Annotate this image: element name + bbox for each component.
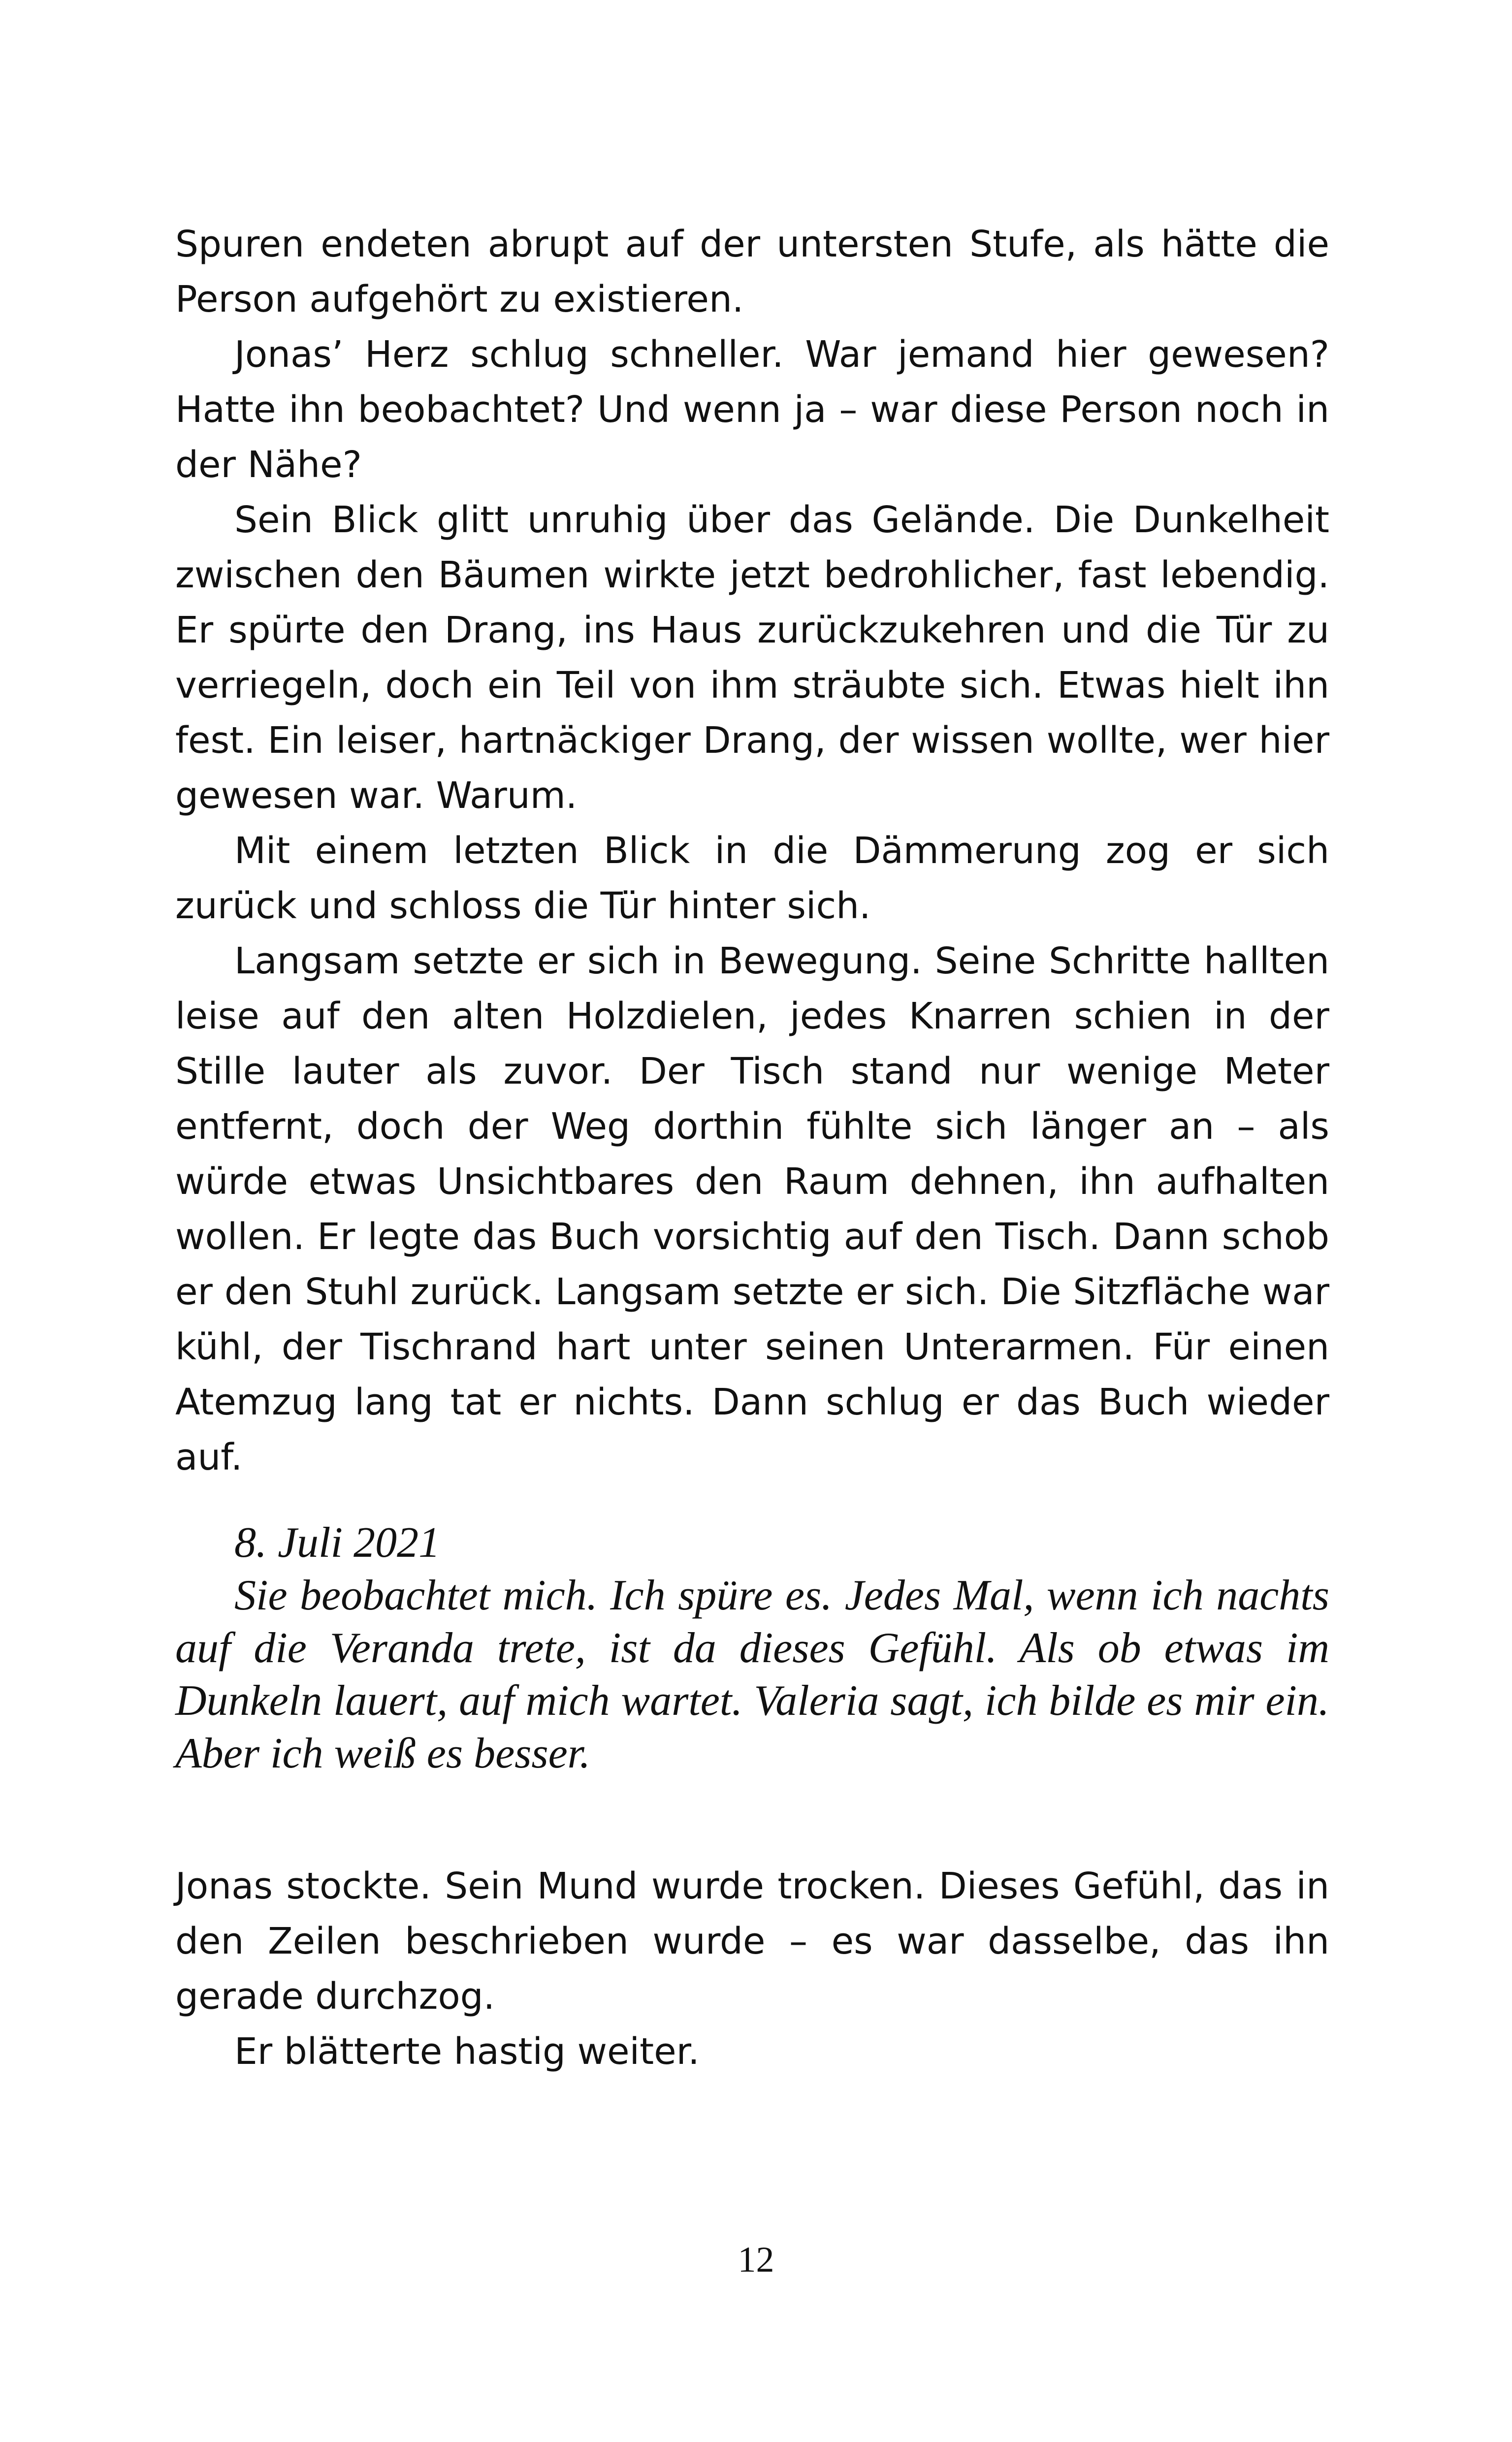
paragraph: Sein Blick glitt unruhig über das Gelände. Die Dunkelheit zwischen den Bäumen wirkte jetzt bedrohlicher, fast lebendig. Er spürte den Drang, ins Haus zurückzukehren und die Tür zu verriegeln, doch ein Teil von ihm sträubte sich. Etwas hielt ihn fest. Ein leiser, hartnäckiger Drang, der wissen wollte, wer hier gewesen war. Warum. — [175, 499, 1329, 817]
body-text-after — [175, 1859, 1329, 2079]
page-number: 12 — [738, 2240, 774, 2280]
diary-date: 8. Juli 2021 — [234, 1519, 440, 1567]
paragraph: Jonas’ Herz schlug schneller. War jemand hier gewesen? Hatte ihn beobachtet? Und wenn ja – war diese Person noch in der Nähe? — [175, 333, 1329, 486]
paragraph: Spuren endeten abrupt auf der untersten Stufe, als hätte die Person aufgehört zu existieren. — [175, 223, 1329, 321]
body-text-before — [175, 217, 1329, 1485]
paragraph: Er blätterte hastig weiter. — [234, 2030, 700, 2073]
paragraph: Langsam setzte er sich in Bewegung. Seine Schritte hallten leise auf den alten Holzdielen, jedes Knarren schien in der Stille lauter als zuvor. Der Tisch stand nur wenige Meter entfernt, doch der Weg dorthin fühlte sich länger an – als würde etwas Unsichtbares den Raum dehnen, ihn aufhalten wollen. Er legte das Buch vorsichtig auf den Tisch. Dann schob er den Stuhl zurück. Langsam setzte er sich. Die Sitzfläche war kühl, der Tischrand hart unter seinen Unterarmen. Für einen Atemzug lang tat er nichts. Dann schlug er das Buch wieder auf. — [175, 940, 1329, 1478]
diary-text: Sie beobachtet mich. Ich spüre es. Jedes Mal, wenn ich nachts auf die Veranda trete, ist da dieses Gefühl. Als ob etwas im Dunkeln lauert, auf mich wartet. Valeria sagt, ich bilde es mir ein. Aber ich weiß es besser. — [175, 1572, 1329, 1777]
diary-entry — [175, 1516, 1329, 1780]
paragraph: Mit einem letzten Blick in die Dämmerung zog er sich zurück und schloss die Tür hinter sich. — [175, 830, 1329, 927]
paragraph: Jonas stockte. Sein Mund wurde trocken. Dieses Gefühl, das in den Zeilen beschrieben wurde – es war dasselbe, das ihn gerade durchzog. — [175, 1865, 1329, 2018]
